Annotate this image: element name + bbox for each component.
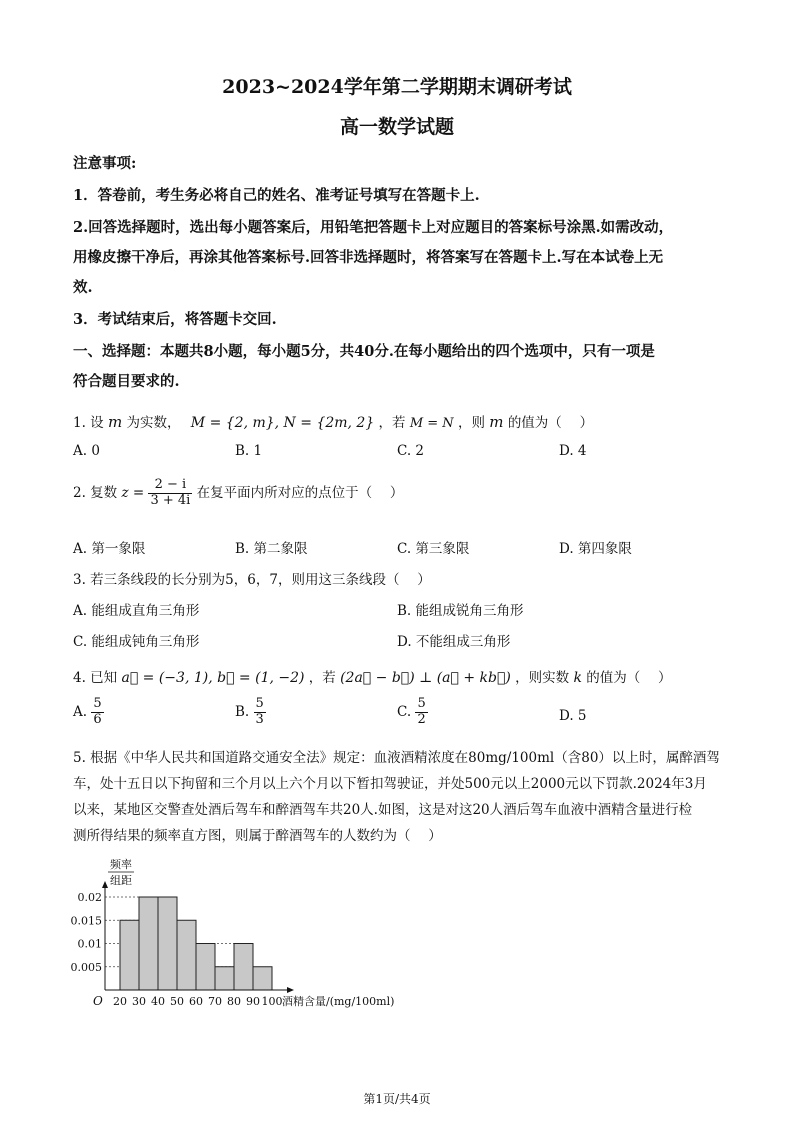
q1-option-d: D. 4: [559, 443, 587, 459]
q2-option-d: D. 第四象限: [559, 541, 632, 557]
question-5-line-4: 测所得结果的频率直方图，则属于醉酒驾车的人数约为（ ）: [73, 828, 442, 844]
y-axis-label-numerator: 频率: [110, 858, 132, 871]
histogram-bar-3: [177, 920, 196, 990]
page-number: 第1页/共4页: [363, 1092, 431, 1106]
q3-option-b: B. 能组成锐角三角形: [397, 603, 524, 619]
q4-option-c-num: 5: [417, 696, 426, 711]
q4-condition: (2a⃗ − b⃗) ⊥ (a⃗ + kb⃗): [340, 670, 511, 686]
note-item-1: 1．答卷前，考生务必将自己的姓名、准考证号填写在答题卡上.: [73, 187, 480, 204]
question-5-line-1: 5. 根据《中华人民共和国道路交通安全法》规定：血液酒精浓度在80mg/100ml（含80）以上时，属醉酒驾: [73, 750, 720, 766]
q1-condition: M = N: [409, 416, 454, 431]
y-tick-label: 0.005: [70, 960, 102, 974]
note-item-2-line-2: 用橡皮擦干净后，再涂其他答案标号.回答非选择题时，将答案写在答题卡上.写在本试卷上无: [73, 249, 664, 266]
q2-suffix: 在复平面内所对应的点位于（ ）: [196, 484, 404, 501]
q1-sets: M = {2, m}, N = {2m, 2}: [190, 415, 375, 431]
x-tick-label: 70: [208, 995, 222, 1008]
q1-text-a: 为实数，: [126, 415, 181, 431]
frequency-histogram: [60, 855, 440, 1015]
q2-prefix: 2. 复数: [73, 484, 118, 501]
q4-option-b-label: B.: [235, 703, 250, 720]
q4-option-a-label: A.: [73, 703, 88, 720]
q2-lhs: z =: [121, 484, 145, 501]
q4-option-b: [235, 697, 266, 728]
exam-title: 2023~2024学年第二学期期末调研考试: [222, 76, 572, 98]
q4-option-c-fraction: [415, 697, 427, 728]
q1-var-m-2: m: [489, 413, 504, 431]
q4-option-a-fraction: [91, 697, 103, 728]
q2-numerator: 2 − i: [148, 478, 192, 494]
histogram-bar-6: [234, 944, 253, 991]
x-tick-label: 30: [132, 995, 146, 1008]
note-item-2-line-3: 效.: [73, 279, 93, 296]
q4-option-c-label: C.: [397, 703, 412, 720]
q3-option-c: C. 能组成钝角三角形: [73, 634, 200, 650]
q2-option-b: B. 第二象限: [235, 541, 308, 557]
question-1: [73, 411, 593, 431]
y-tick-label: 0.02: [77, 891, 102, 904]
q2-denominator: 3 + 4i: [150, 492, 191, 508]
question-3: 3. 若三条线段的长分别为5，6，7，则用这三条线段（ ）: [73, 572, 431, 588]
q1-option-b: B. 1: [235, 443, 263, 459]
q1-text-b: ，若: [378, 415, 406, 431]
q1-text-d: 的值为（ ）: [507, 415, 594, 431]
q3-option-d: D. 不能组成三角形: [397, 634, 511, 650]
q4-var-k: k: [573, 670, 582, 686]
q4-vectors: a⃗ = (−3, 1), b⃗ = (1, −2): [121, 670, 305, 686]
histogram-bar-5: [215, 967, 234, 990]
question-4: [73, 666, 672, 686]
q1-option-a: A. 0: [73, 443, 100, 459]
x-tick-label: 100: [261, 995, 283, 1008]
histogram-bar-7: [253, 967, 272, 990]
q4-prefix: 4. 已知: [73, 670, 118, 686]
notes-heading: 注意事项:: [73, 155, 137, 172]
q4-text-b: ，则实数: [515, 670, 570, 686]
x-axis-arrow: [287, 987, 294, 993]
q4-option-c-den: 2: [417, 711, 426, 727]
q4-option-a: [73, 697, 104, 728]
q4-option-c: [397, 697, 428, 728]
y-tick-label: 0.015: [70, 914, 102, 928]
q3-option-a: A. 能组成直角三角形: [73, 603, 200, 619]
y-axis-arrow: [102, 881, 108, 888]
y-tick-label: 0.01: [77, 937, 102, 951]
question-5-line-3: 以来，某地区交警查处酒后驾车和醉酒驾车共20人.如图，这是对这20人酒后驾车血液中酒精含量进行检: [73, 802, 693, 818]
x-tick-label: 60: [189, 995, 203, 1008]
q2-fraction: [148, 478, 192, 509]
origin-label: O: [93, 994, 103, 1008]
question-2: [73, 478, 403, 509]
q1-option-c: C. 2: [397, 443, 425, 459]
q4-option-a-num: 5: [93, 696, 102, 711]
q1-var-m: m: [107, 413, 123, 431]
q1-prefix: 1. 设: [73, 415, 104, 431]
q2-option-c: C. 第三象限: [397, 541, 470, 557]
q4-option-b-num: 5: [255, 696, 264, 711]
note-item-2-line-1: 2.回答选择题时，选出每小题答案后，用铅笔把答题卡上对应题目的答案标号涂黑.如需改动，: [73, 219, 674, 236]
histogram-bar-4: [196, 944, 215, 991]
x-tick-label: 20: [113, 995, 127, 1008]
q1-text-c: ，则: [457, 415, 485, 431]
x-tick-label: 90: [246, 995, 260, 1008]
histogram-bar-0: [120, 920, 139, 990]
x-tick-label: 40: [151, 995, 165, 1008]
histogram-bar-1: [139, 897, 158, 990]
exam-subtitle: 高一数学试题: [339, 116, 454, 138]
q4-option-b-fraction: [254, 697, 266, 728]
q4-option-b-den: 3: [255, 711, 264, 727]
section-heading-line-1: 一、选择题：本题共8小题，每小题5分，共40分.在每小题给出的四个选项中，只有一项是: [73, 343, 655, 360]
x-tick-label: 50: [170, 995, 184, 1008]
q4-option-d: D. 5: [559, 708, 587, 724]
q4-option-a-den: 6: [93, 711, 102, 727]
q2-option-a: A. 第一象限: [73, 541, 146, 557]
histogram-bar-2: [158, 897, 177, 990]
question-5-line-2: 车，处十五日以下拘留和三个月以上六个月以下暂扣驾驶证，并处500元以上2000元以下罚款.2024年3月: [73, 776, 707, 792]
y-axis-label-denominator: 组距: [110, 874, 132, 887]
q4-text-a: ，若: [308, 670, 336, 686]
histogram-content: [71, 857, 395, 1008]
q4-text-c: 的值为（ ）: [586, 670, 672, 686]
x-axis-label: 酒精含量/(mg/100ml): [282, 995, 395, 1008]
section-heading-line-2: 符合题目要求的.: [73, 373, 180, 390]
note-item-3: 3．考试结束后，将答题卡交回.: [73, 311, 277, 328]
x-tick-label: 80: [227, 995, 241, 1008]
